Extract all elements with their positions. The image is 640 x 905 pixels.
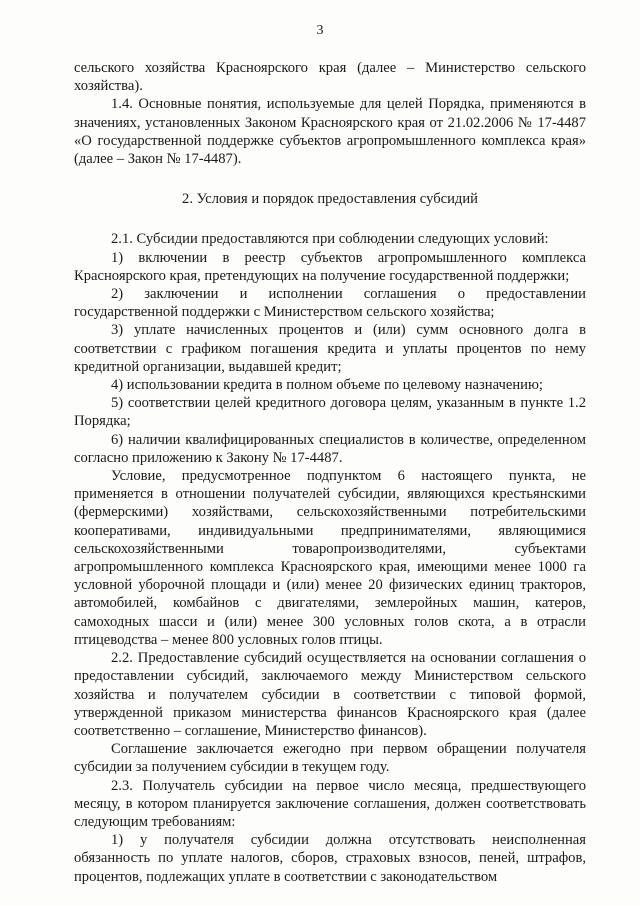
list-item: 5) соответствии целей кредитного договора целям, указанным в пункте 1.2 Порядка; xyxy=(74,395,586,430)
paragraph: 2.3. Получатель субсидии на первое число месяца, предшествующего месяцу, в котором планируется заключение соглашения, должен соответствовать следующим требованиям: xyxy=(74,777,586,830)
paragraph: сельского хозяйства Красноярского края (далее – Министерство сельского хозяйства). xyxy=(74,60,586,95)
list-item: 1) включении в реестр субъектов агропромышленного комплекса Красноярского края, претендующих на получение государственной поддержки; xyxy=(74,249,586,284)
paragraph: 1.4. Основные понятия, используемые для целей Порядка, применяются в значениях, установленных Законом Красноярского края от 21.02.2006 № 17-4487 «О государственной поддержке субъектов агропромышленного комплекса края» (далее – Закон № 17-4487). xyxy=(74,96,586,168)
list-item: 6) наличии квалифицированных специалистов в количестве, определенном согласно приложению к Закону № 17-4487. xyxy=(74,431,586,466)
list-item: 2) заключении и исполнении соглашения о предоставлении государственной поддержки с Министерством сельского хозяйства; xyxy=(74,286,586,321)
paragraph: Соглашение заключается ежегодно при первом обращении получателя субсидии за получением субсидии в текущем году. xyxy=(74,741,586,776)
paragraph: 2.1. Субсидии предоставляются при соблюдении следующих условий: xyxy=(111,231,549,248)
paragraph: 2.2. Предоставление субсидий осуществляется на основании соглашения о предоставлении субсидий, заключаемого между Министерством сельского хозяйства и получателем субсидии в соответствии с типовой формой, утвержденной приказом министерства финансов Красноярского края (далее соответственно – соглашение, Министерство финансов). xyxy=(74,650,586,739)
document-body xyxy=(74,59,586,886)
section-heading: 2. Условия и порядок предоставления субсидий xyxy=(182,191,478,208)
list-item: 4) использовании кредита в полном объеме по целевому назначению; xyxy=(111,377,543,394)
list-item: 1) у получателя субсидии должна отсутствовать неисполненная обязанность по уплате налогов, сборов, страховых взносов, пеней, штрафов, процентов, подлежащих уплате в соответствии с законодательством xyxy=(74,832,586,885)
page-number: 3 xyxy=(316,23,324,38)
list-item: 3) уплате начисленных процентов и (или) сумм основного долга в соответствии с графиком погашения кредита и уплаты процентов по нему кредитной организации, выдавшей кредит; xyxy=(74,322,586,375)
paragraph: Условие, предусмотренное подпунктом 6 настоящего пункта, не применяется в отношении получателей субсидии, являющихся крестьянскими (фермерскими) хозяйствами, сельскохозяйственными потребительскими кооперативами, индивидуальными предпринимателями, являющимися сельскохозяйственными товаропроизводителями, субъектами агропромышленного комплекса Красноярского края, имеющими менее 1000 га условной уборочной площади и (или) менее 20 физических единиц тракторов, автомобилей, комбайнов с двигателями, землеройных машин, катеров, самоходных шасси и (или) менее 300 условных голов скота, а в отрасли птицеводства – менее 800 условных голов птицы. xyxy=(74,468,586,648)
